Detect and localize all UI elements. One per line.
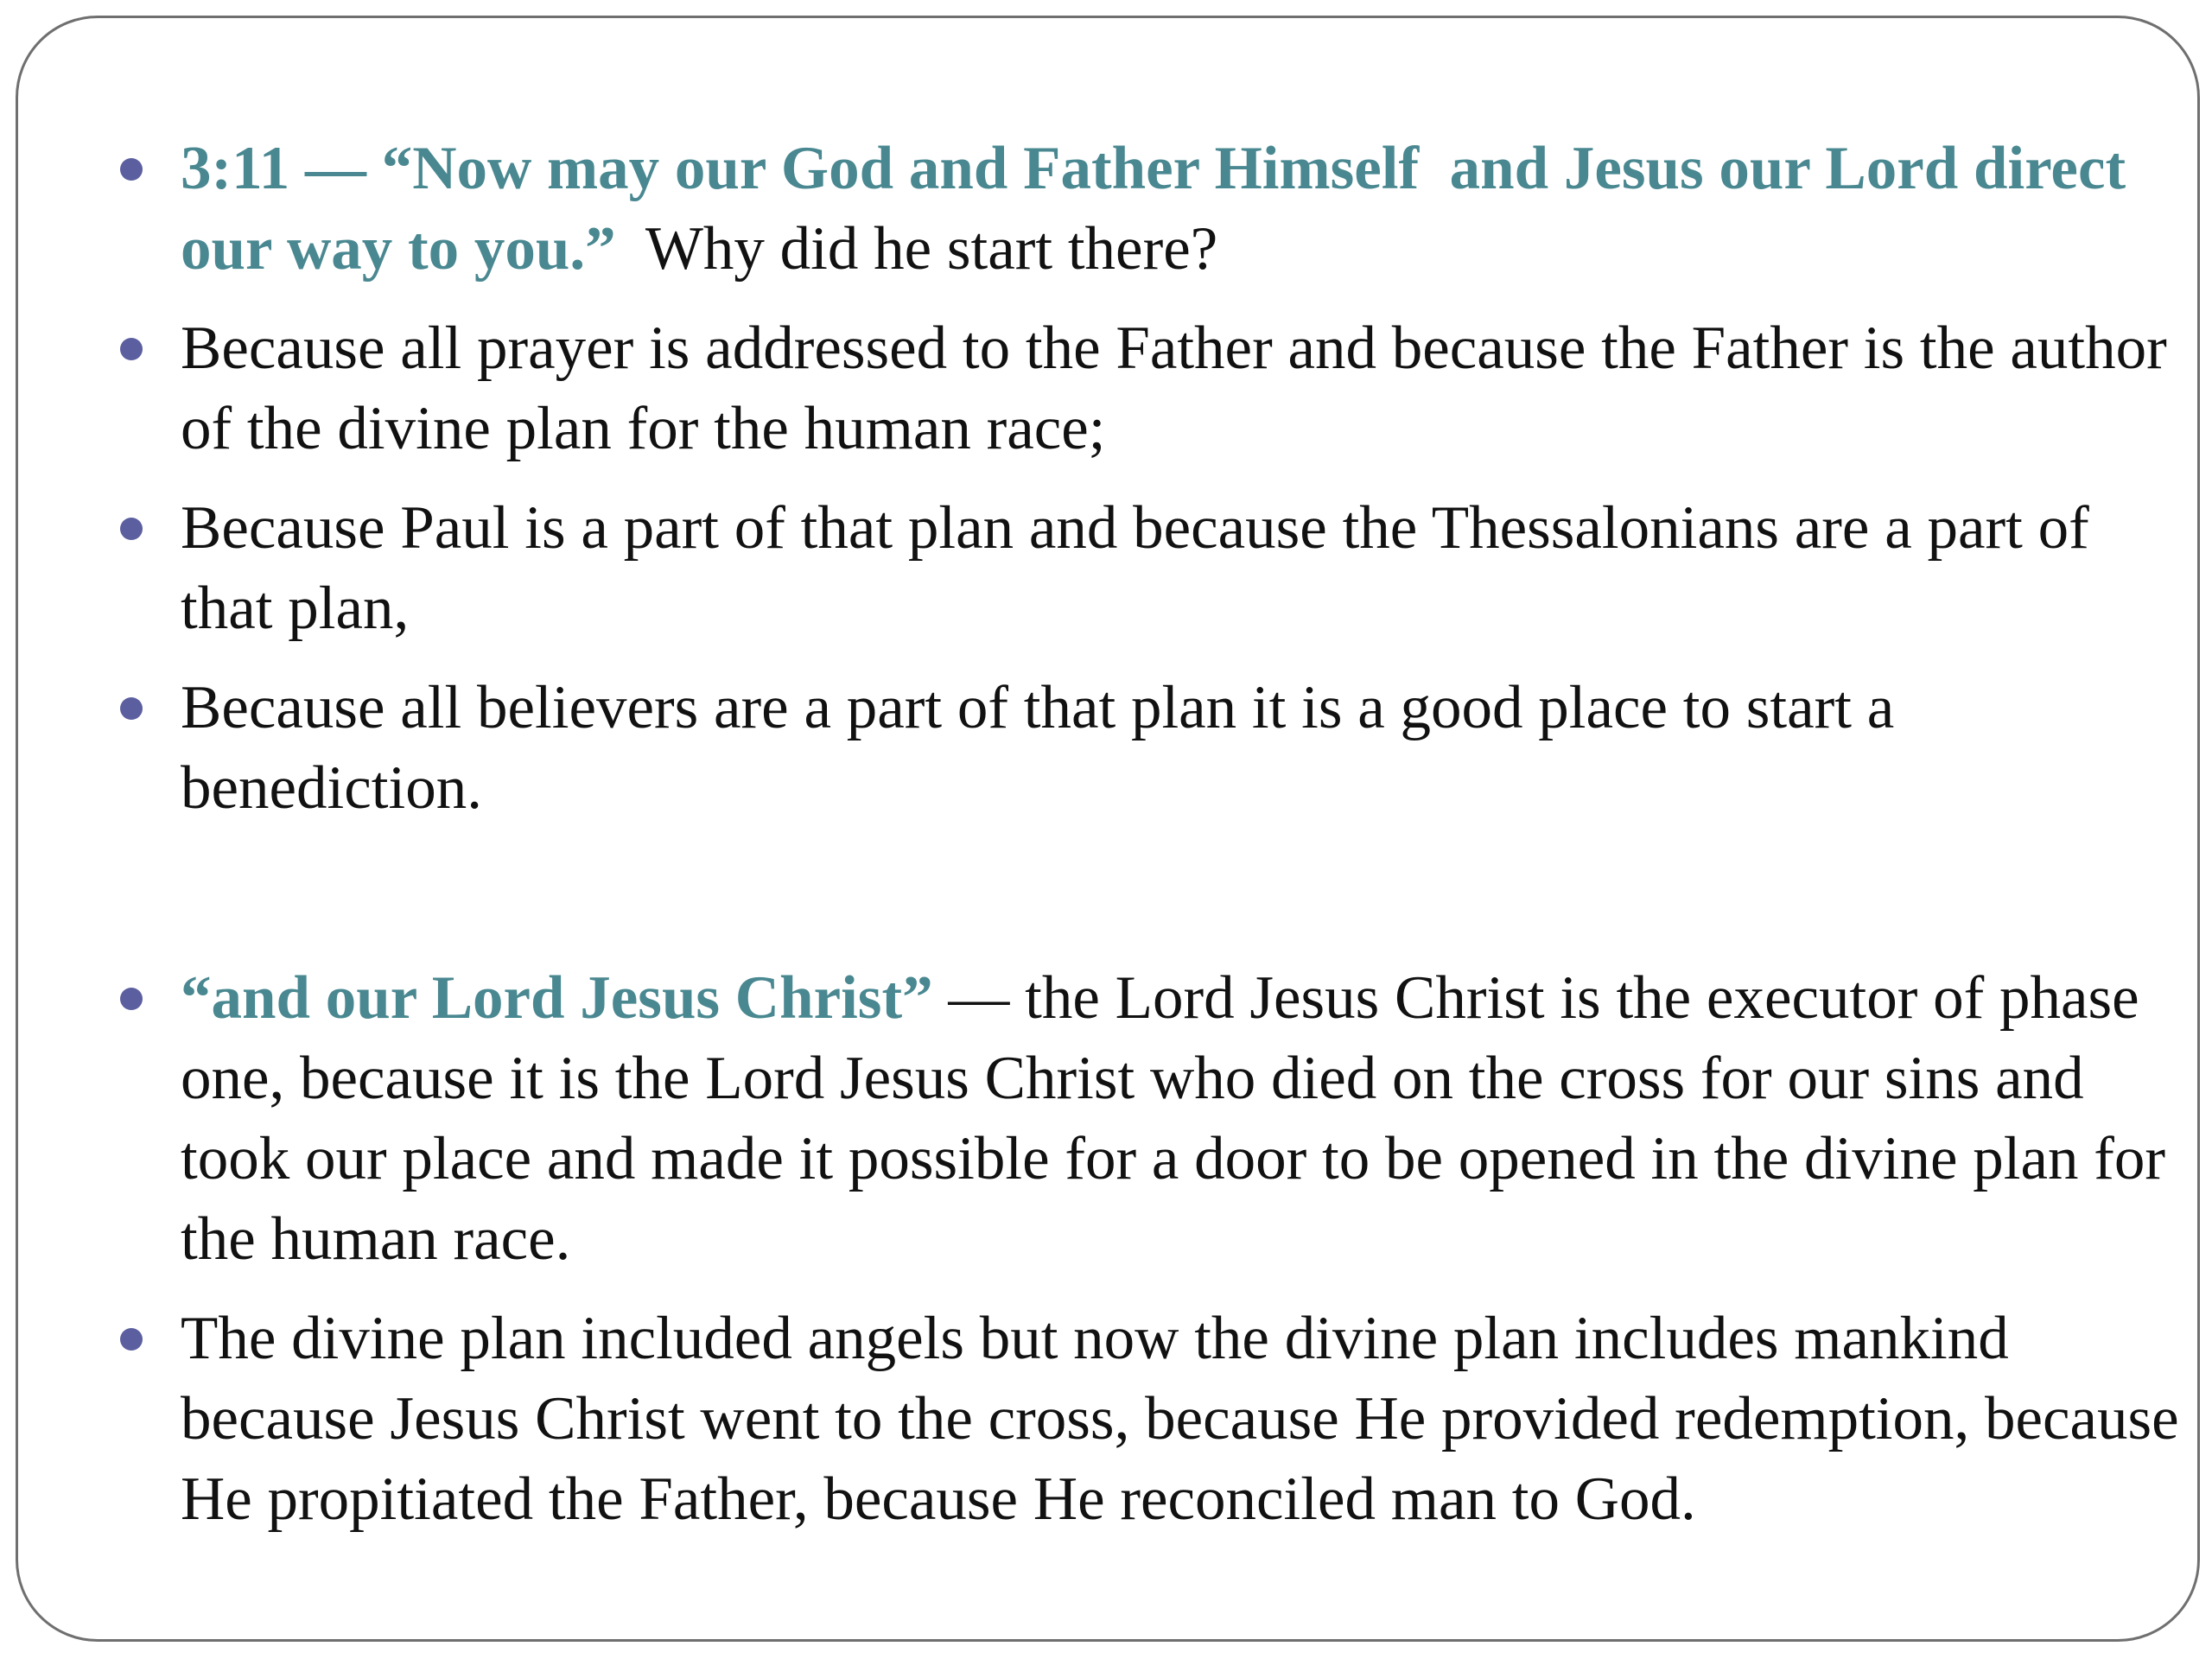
bullet-text: The divine plan included angels but now the divine plan includes mankind because Jesus Christ went to the cross, because He provided redemption, because He propitiated the Father, because He reconciled man to God.: [181, 1305, 2195, 1533]
bullet-text: Because all believers are a part of that plan it is a good place to start a benediction.: [181, 674, 1910, 822]
verse-quote-highlight: “and our Lord Jesus Christ”: [181, 964, 933, 1032]
bullet-item-lord-jesus-christ: [120, 958, 2185, 1280]
bullet-list: [120, 129, 2195, 1559]
bullet-item-divine-plan-mankind: [120, 1299, 2195, 1540]
bullet-text: Because all prayer is addressed to the Father and because the Father is the author of the divine plan for the human race;: [181, 315, 2183, 462]
bullet-explanation: — the Lord Jesus Christ is the executor of phase one, because it is the Lord Jesus Christ who died on the cross for our sins and took our place and made it possible for a door to be opened in the divine plan for the human race.: [181, 964, 2181, 1273]
bullet-text: Because Paul is a part of that plan and because the Thessalonians are a part of that plan,: [181, 494, 2105, 642]
slide-frame: [16, 16, 2200, 1642]
bullet-item-father-author: [120, 308, 2185, 469]
bullet-dot-icon: [120, 697, 143, 720]
bullet-dot-icon: [120, 1328, 143, 1351]
verse-quote-highlight: 3:11 — “Now may our God and Father Himself and Jesus our Lord direct our way to you.”: [181, 135, 2141, 283]
bullet-dot-icon: [120, 158, 143, 181]
bullet-question: Why did he start there?: [615, 215, 1218, 283]
bullet-item-believers-part: [120, 668, 2185, 829]
bullet-dot-icon: [120, 518, 143, 540]
bullet-text: [181, 129, 2185, 289]
bullet-dot-icon: [120, 988, 143, 1010]
bullet-text: [181, 958, 2185, 1280]
bullet-item-paul-part: [120, 488, 2185, 649]
bullet-dot-icon: [120, 338, 143, 360]
bullet-item-verse-3-11: [120, 129, 2185, 289]
